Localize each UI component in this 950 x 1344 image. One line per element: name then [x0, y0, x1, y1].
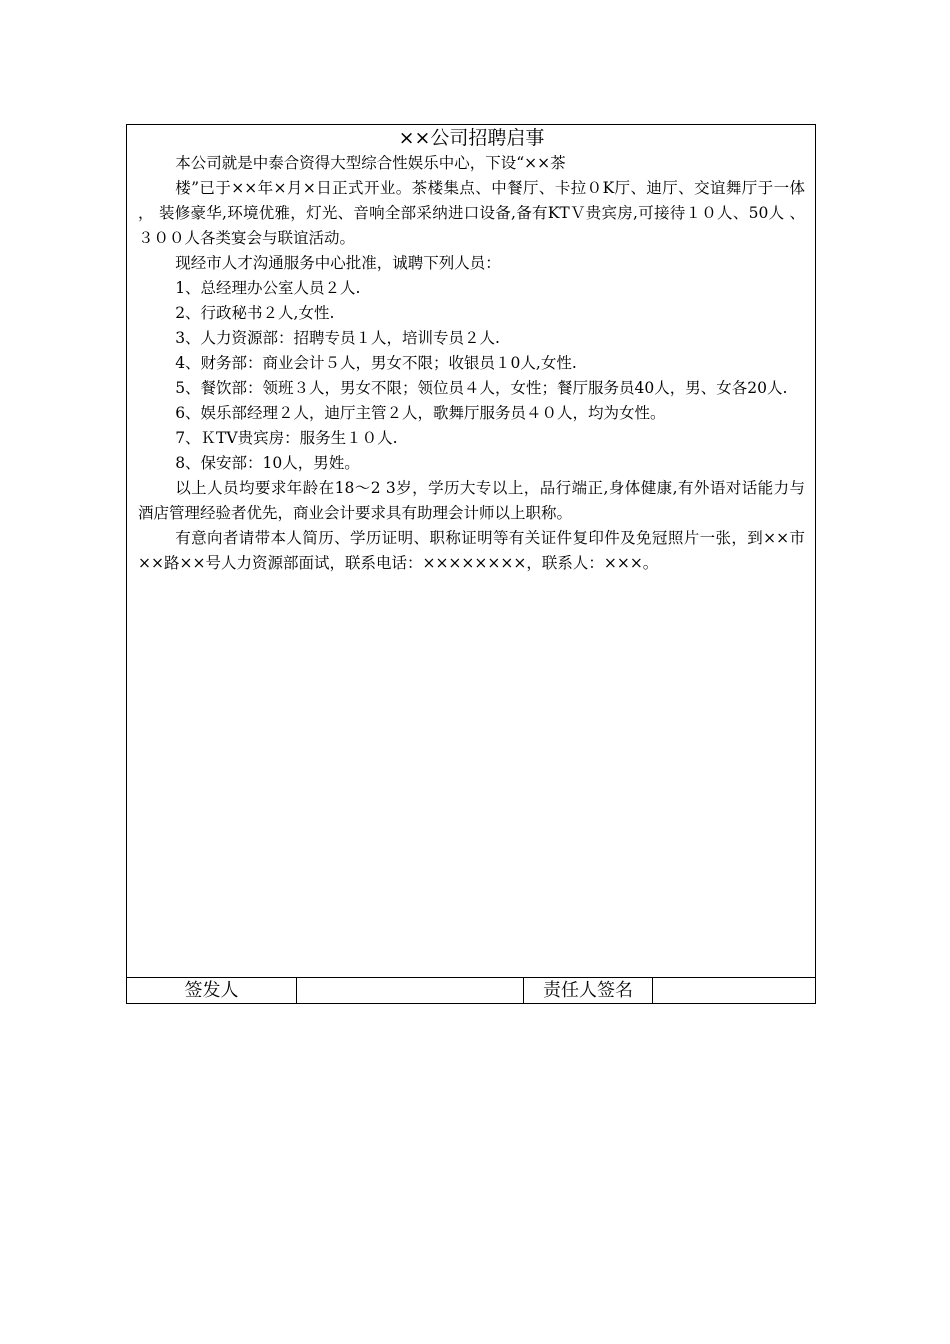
position-item: 8、保安部：10人，男姓。 [175, 454, 360, 472]
position-item: 2、行政秘书２人,女性. [175, 304, 335, 322]
signature-row [127, 978, 816, 1004]
requirements-paragraph: 以上人员均要求年龄在18～2 3岁，学历大专以上，品行端正,身体健康,有外语对话能力与 酒店管理经验者优先，商业会计要求具有助理会计师以上职称。 [138, 479, 821, 522]
intro-paragraph: 楼”已于××年×月×日正式开业。茶楼集点、中餐厅、卡拉０K厅、迪厅、交谊舞厅于一体 ， 装修豪华,环境优雅，灯光、音响全部采纳进口设备,备有KTＶ贵宾房,可接待１０人、50人 、３００人各类宴会与联谊活动。 [138, 179, 806, 247]
position-item: 4、财务部：商业会计５人，男女不限；收银员１0人,女性. [175, 354, 577, 372]
position-item: 3、人力资源部：招聘专员１人，培训专员２人. [175, 329, 500, 347]
content-row [127, 125, 816, 978]
approval-text: 现经市人才沟通服务中心批准，诚聘下列人员： [175, 254, 501, 272]
intro-line-1: 本公司就是中泰合资得大型综合性娱乐中心，下设“××茶 [175, 154, 566, 172]
responsible-signature-field[interactable] [653, 978, 816, 1004]
position-item: 6、娱乐部经理２人，迪厅主管２人，歌舞厅服务员４０人，均为女性。 [175, 404, 666, 422]
contact-paragraph: 有意向者请带本人简历、学历证明、职称证明等有关证件复印件及免冠照片一张，到××市 ××路××号人力资源部面试，联系电话：××××××××，联系人：×××。 [138, 529, 806, 572]
notice-table [126, 124, 821, 1004]
content-cell [127, 125, 821, 978]
issuer-label: 签发人 [127, 978, 297, 1004]
position-item: 7、ＫTV贵宾房：服务生１０人. [175, 429, 398, 447]
issuer-value-field[interactable] [297, 978, 524, 1004]
page-title: ××公司招聘启事 [398, 127, 545, 149]
position-item: 1、总经理办公室人员２人. [175, 279, 361, 297]
responsible-label: 责任人签名 [524, 978, 653, 1004]
position-item: 5、餐饮部：领班３人，男女不限；领位员４人，女性；餐厅服务员40人，男、女各20人. [175, 379, 788, 397]
